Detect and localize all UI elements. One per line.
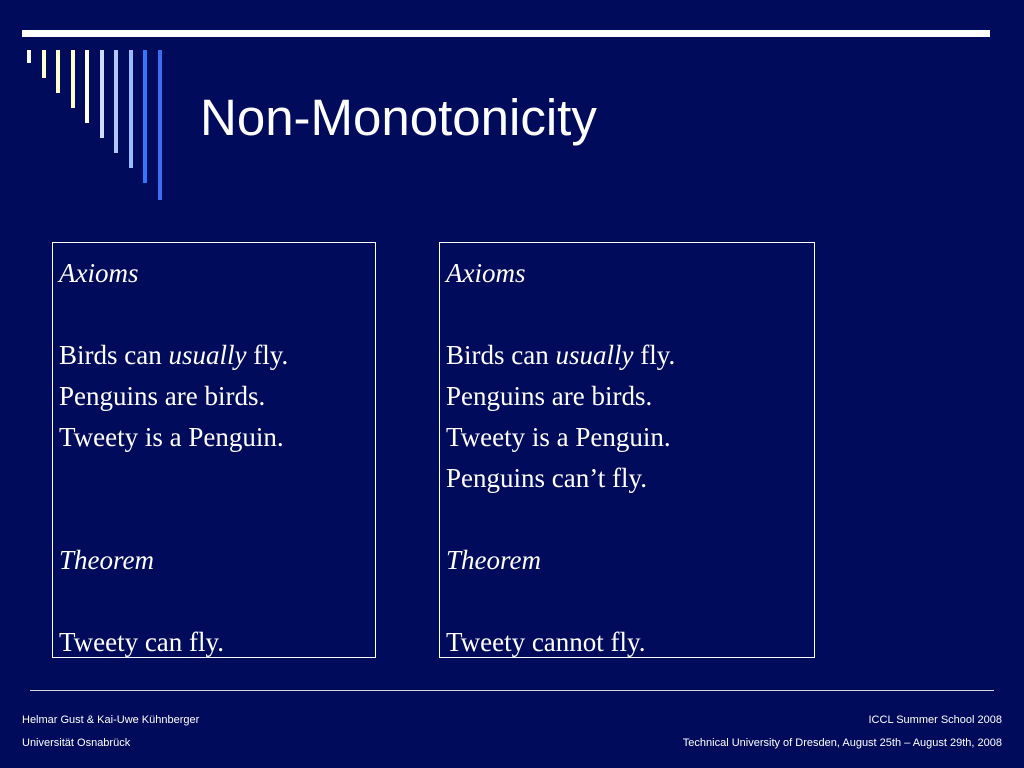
blank-line (59, 294, 369, 335)
footer-authors: Helmar Gust & Kai-Uwe Kühnberger (22, 714, 200, 726)
stripe (27, 50, 31, 63)
axiom-text: Birds can (446, 340, 556, 370)
stripe (100, 50, 104, 138)
blank-line (446, 581, 808, 622)
stripe (143, 50, 147, 183)
stripe (158, 50, 162, 200)
axioms-heading: Axioms (446, 258, 526, 288)
slide-title: Non-Monotonicity (200, 89, 597, 146)
emphasis-text: usually (555, 340, 634, 370)
blank-line (446, 294, 808, 335)
bottom-rule (30, 690, 994, 691)
stripe (42, 50, 46, 78)
right-axioms-box (439, 242, 815, 658)
stripe (56, 50, 60, 93)
blank-line (446, 499, 808, 540)
axiom-tweety-penguin: Tweety is a Penguin. (59, 422, 284, 452)
theorem-heading: Theorem (59, 545, 154, 575)
axiom-penguins-birds: Penguins are birds. (59, 381, 266, 411)
footer-university: Universität Osnabrück (22, 737, 131, 749)
blank-line (59, 458, 369, 499)
decorative-stripes (0, 0, 180, 220)
theorem-conclusion: Tweety cannot fly. (446, 627, 646, 657)
left-axioms-box (52, 242, 376, 658)
stripe (85, 50, 89, 123)
stripe (71, 50, 75, 108)
emphasis-text: usually (168, 340, 247, 370)
axiom-birds-fly (446, 335, 808, 376)
blank-line (59, 581, 369, 622)
axiom-tweety-penguin: Tweety is a Penguin. (446, 422, 671, 452)
axioms-heading: Axioms (59, 258, 139, 288)
axiom-text: Birds can (59, 340, 169, 370)
axiom-text: fly. (633, 340, 676, 370)
axiom-penguins-birds: Penguins are birds. (446, 381, 653, 411)
stripe (114, 50, 118, 153)
axiom-birds-fly (59, 335, 369, 376)
stripe (129, 50, 133, 168)
axiom-text: fly. (246, 340, 289, 370)
theorem-heading: Theorem (446, 545, 541, 575)
footer-venue: Technical University of Dresden, August 25th – August 29th, 2008 (682, 737, 1002, 749)
axiom-penguins-cant-fly: Penguins can’t fly. (446, 463, 647, 493)
blank-line (59, 499, 369, 540)
theorem-conclusion: Tweety can fly. (59, 627, 225, 657)
footer-event: ICCL Summer School 2008 (868, 714, 1002, 726)
